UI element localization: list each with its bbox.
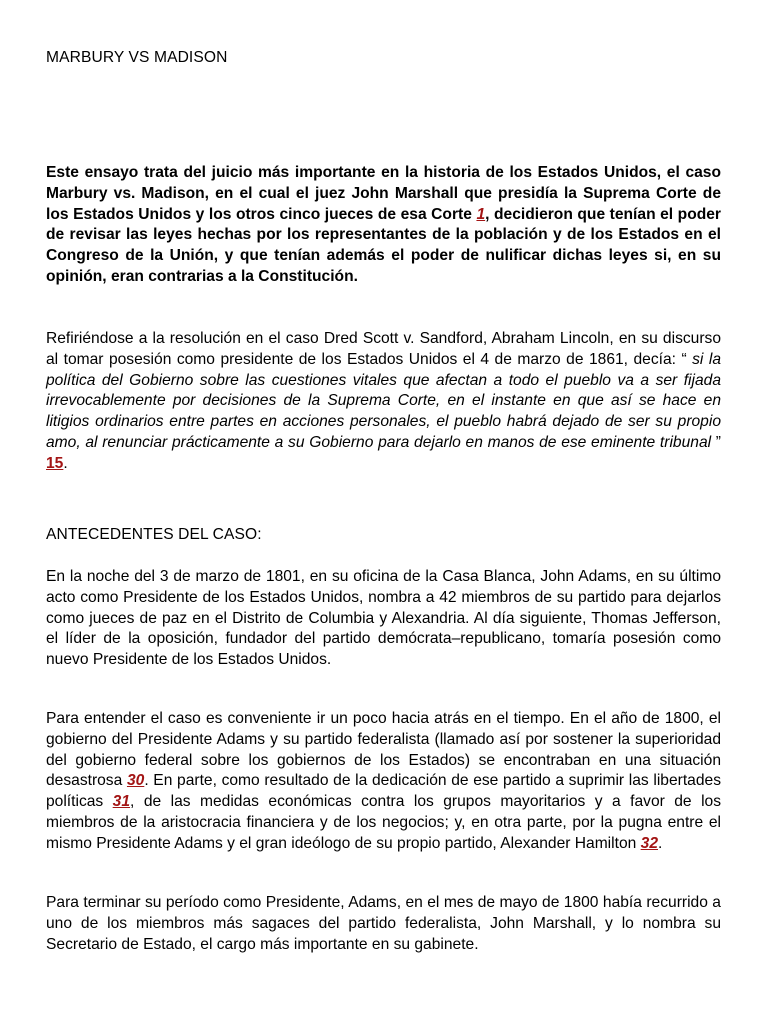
footnote-ref-31[interactable]: 31: [112, 793, 131, 811]
lincoln-text-before-quote: Refiriéndose a la resolución en el caso Dred Scott v. Sandford, Abraham Lincoln, en su discurso al tomar posesión como presidente de los Estados Unidos el 4 de marzo de 1861, decía: “: [46, 330, 721, 368]
lincoln-end: .: [63, 454, 68, 472]
entender-part-1: Para entender el caso es conveniente ir un poco hacia atrás en el tiempo. En el año de 1800, el gobierno del Presidente Adams y su partido federalista (llamado así por sostener la superioridad del gobierno federal sobre los gobiernos de los Estados) se encontraban en una situación desastrosa: [46, 710, 721, 790]
entender-part-3: , de las medidas económicas contra los grupos mayoritarios y a favor de los miembros de la aristocracia financiera y de los negocios; y, en otra parte, por la pugna entre el mismo Presidente Adams y el gran ideólogo de su propio partido, Alexander Hamilton: [46, 793, 721, 852]
lincoln-quote-close: ”: [711, 433, 721, 451]
footnote-ref-32[interactable]: 32: [640, 834, 658, 852]
lincoln-quote: si la política del Gobierno sobre las cuestiones vitales que afectan a todo el pueblo va a ser fijada irrevocablemente por decisiones de la Suprema Corte, en el instante en que así se hace en litigios ordinarios entre partes en acciones personales, el pueblo habrá dejado de ser su propio amo, al renunciar prácticamente a su Gobierno para dejarlo en manos de ese eminente tribunal: [46, 350, 721, 451]
footnote-ref-30[interactable]: 30: [126, 772, 145, 790]
lincoln-paragraph: [46, 329, 721, 475]
document-title: MARBURY VS MADISON: [46, 49, 228, 66]
intro-paragraph: [46, 163, 721, 288]
intro-text-after-ref: , decidieron que tenían el poder de revisar las leyes hechas por los representantes de la población y de los Estados en el Congreso de la Unión, y que tenían además el poder de nulificar dichas leyes si, en su opinión, eran contrarias a la Constitución.: [46, 205, 722, 285]
noche-paragraph: En la noche del 3 de marzo de 1801, en su oficina de la Casa Blanca, John Adams, en su último acto como Presidente de los Estados Unidos, nombra a 42 miembros de su partido para dejarlos como jueces de paz en el Distrito de Columbia y Alexandria. Al día siguiente, Thomas Jefferson, el líder de la oposición, fundador del partido demócrata–republicano, tomaría posesión como nuevo Presidente de los Estados Unidos.: [46, 568, 721, 669]
footnote-ref-1[interactable]: 1: [476, 205, 486, 223]
terminar-paragraph: Para terminar su período como Presidente, Adams, en el mes de mayo de 1800 había recurrido a uno de los miembros más sagaces del partido federalista, John Marshall, y lo nombra su Secretario de Estado, el cargo más importante en su gabinete.: [46, 894, 721, 953]
entender-paragraph: [46, 709, 721, 855]
intro-text-before-ref: Este ensayo trata del juicio más importante en la historia de los Estados Unidos, el caso Marbury vs. Madison, en el cual el juez John Marshall que presidía la Suprema Corte de los Estados Unidos y los otros cinco jueces de esa Corte: [46, 164, 721, 223]
footnote-ref-15[interactable]: 15: [46, 454, 64, 472]
entender-part-2: . En parte, como resultado de la dedicación de ese partido a suprimir las libertades políticas: [46, 772, 721, 811]
entender-part-4: .: [658, 834, 663, 852]
section-heading-antecedentes: ANTECEDENTES DEL CASO:: [46, 526, 262, 543]
